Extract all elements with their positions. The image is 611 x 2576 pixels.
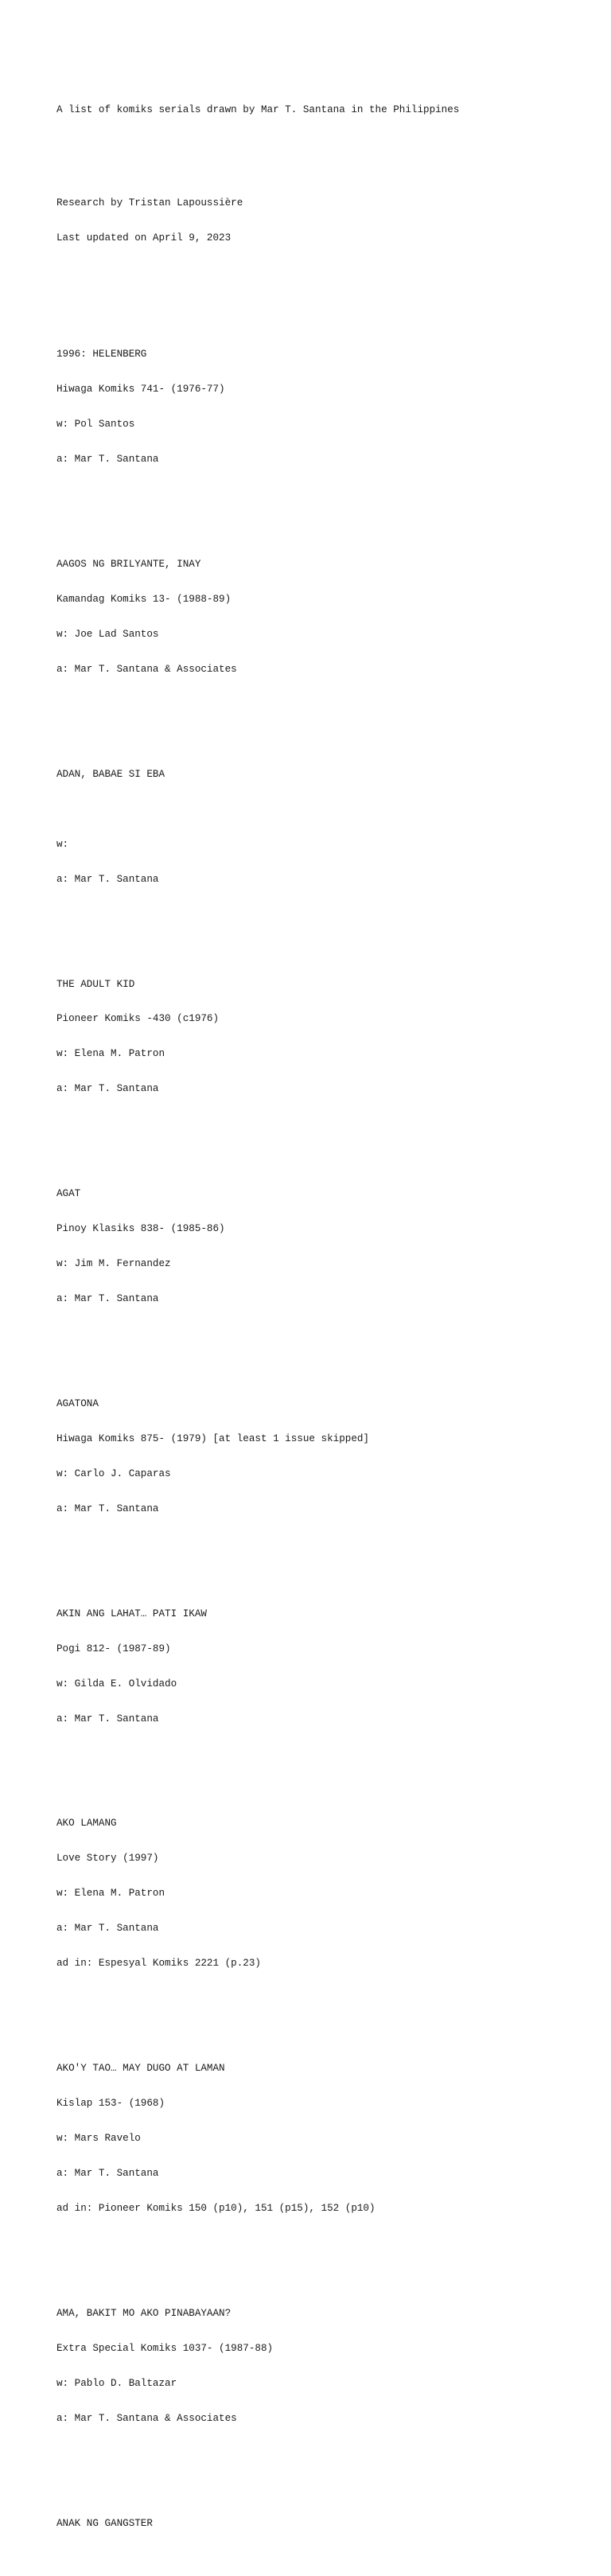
serial-publication: Pioneer Komiks -430 (c1976) — [56, 1013, 220, 1025]
document-page — [56, 57, 597, 2576]
serial-artist: a: Mar T. Santana — [56, 1083, 159, 1095]
serial-publication: Kamandag Komiks 13- (1988-89) — [56, 594, 232, 606]
serial-writer: w: Elena M. Patron — [56, 1888, 165, 1900]
serial-artist: a: Mar T. Santana — [56, 1713, 159, 1724]
document-meta — [56, 174, 597, 267]
serial-entry — [56, 2040, 597, 2238]
serial-entry — [56, 1584, 597, 1748]
serial-publication: Extra Special Komiks 1037- (1987-88) — [56, 2342, 274, 2354]
serial-publication — [56, 804, 597, 816]
serial-writer: w: Jim M. Fernandez — [56, 1258, 171, 1270]
serial-artist: a: Mar T. Santana — [56, 873, 159, 885]
serial-artist: a: Mar T. Santana — [56, 2168, 159, 2180]
serial-publication: Kislap 153- (1968) — [56, 2098, 165, 2110]
serial-writer: w: Mars Ravelo — [56, 2133, 141, 2145]
serial-publication: Pogi 812- (1987-89) — [56, 1643, 171, 1654]
serial-artist: a: Mar T. Santana — [56, 1293, 159, 1305]
serial-entry — [56, 1375, 597, 1538]
serial-entry — [56, 955, 597, 1118]
serial-writer: w: Joe Lad Santos — [56, 628, 159, 640]
serial-title: ANAK NG GANGSTER — [56, 2517, 153, 2529]
serial-publication: Pinoy Klasiks 838- (1985-86) — [56, 1223, 225, 1235]
serial-entry — [56, 325, 597, 489]
serial-entry — [56, 1795, 597, 1993]
serial-title: ADAN, BABAE SI EBA — [56, 768, 165, 780]
research-credit: Research by Tristan Lapoussière — [56, 197, 243, 208]
serial-writer: w: — [56, 838, 69, 850]
serial-title: 1996: HELENBERG — [56, 349, 147, 360]
serial-title: AAGOS NG BRILYANTE, INAY — [56, 559, 201, 571]
serial-entry — [56, 745, 597, 908]
serial-writer: w: Elena M. Patron — [56, 1048, 165, 1060]
serial-title: AGAT — [56, 1188, 81, 1200]
serial-title: AGATONA — [56, 1398, 99, 1409]
serial-writer: w: Carlo J. Caparas — [56, 1467, 171, 1479]
serial-entry — [56, 2285, 597, 2448]
serial-title: AMA, BAKIT MO AKO PINABAYAAN? — [56, 2307, 232, 2319]
serial-artist: a: Mar T. Santana & Associates — [56, 663, 237, 675]
document-header — [56, 80, 597, 138]
serial-entry — [56, 1165, 597, 1328]
serial-title: AKO'Y TAO… MAY DUGO AT LAMAN — [56, 2063, 225, 2075]
serial-writer: w: Gilda E. Olvidado — [56, 1678, 177, 1689]
serial-artist: a: Mar T. Santana — [56, 1502, 159, 1514]
serial-writer: w: Pol Santos — [56, 419, 135, 431]
serial-entry — [56, 2494, 597, 2552]
serial-writer: w: Pablo D. Baltazar — [56, 2377, 177, 2389]
serial-ad: ad in: Espesyal Komiks 2221 (p.23) — [56, 1958, 261, 1970]
serial-artist: a: Mar T. Santana — [56, 454, 159, 466]
last-updated: Last updated on April 9, 2023 — [56, 232, 232, 244]
serial-artist: a: Mar T. Santana & Associates — [56, 2412, 237, 2424]
document-title: A list of komiks serials drawn by Mar T. Santana in the Philippines — [56, 103, 460, 115]
serial-publication: Hiwaga Komiks 875- (1979) [at least 1 issue skipped] — [56, 1432, 369, 1444]
serial-title: AKO LAMANG — [56, 1818, 117, 1830]
serial-artist: a: Mar T. Santana — [56, 1923, 159, 1935]
serial-entry — [56, 536, 597, 699]
serial-ad: ad in: Pioneer Komiks 150 (p10), 151 (p15), 152 (p10) — [56, 2202, 376, 2214]
serial-title: THE ADULT KID — [56, 978, 135, 990]
serial-title: AKIN ANG LAHAT… PATI IKAW — [56, 1608, 207, 1619]
serial-publication: Love Story (1997) — [56, 1853, 159, 1865]
serial-publication: Hiwaga Komiks 741- (1976-77) — [56, 384, 225, 396]
